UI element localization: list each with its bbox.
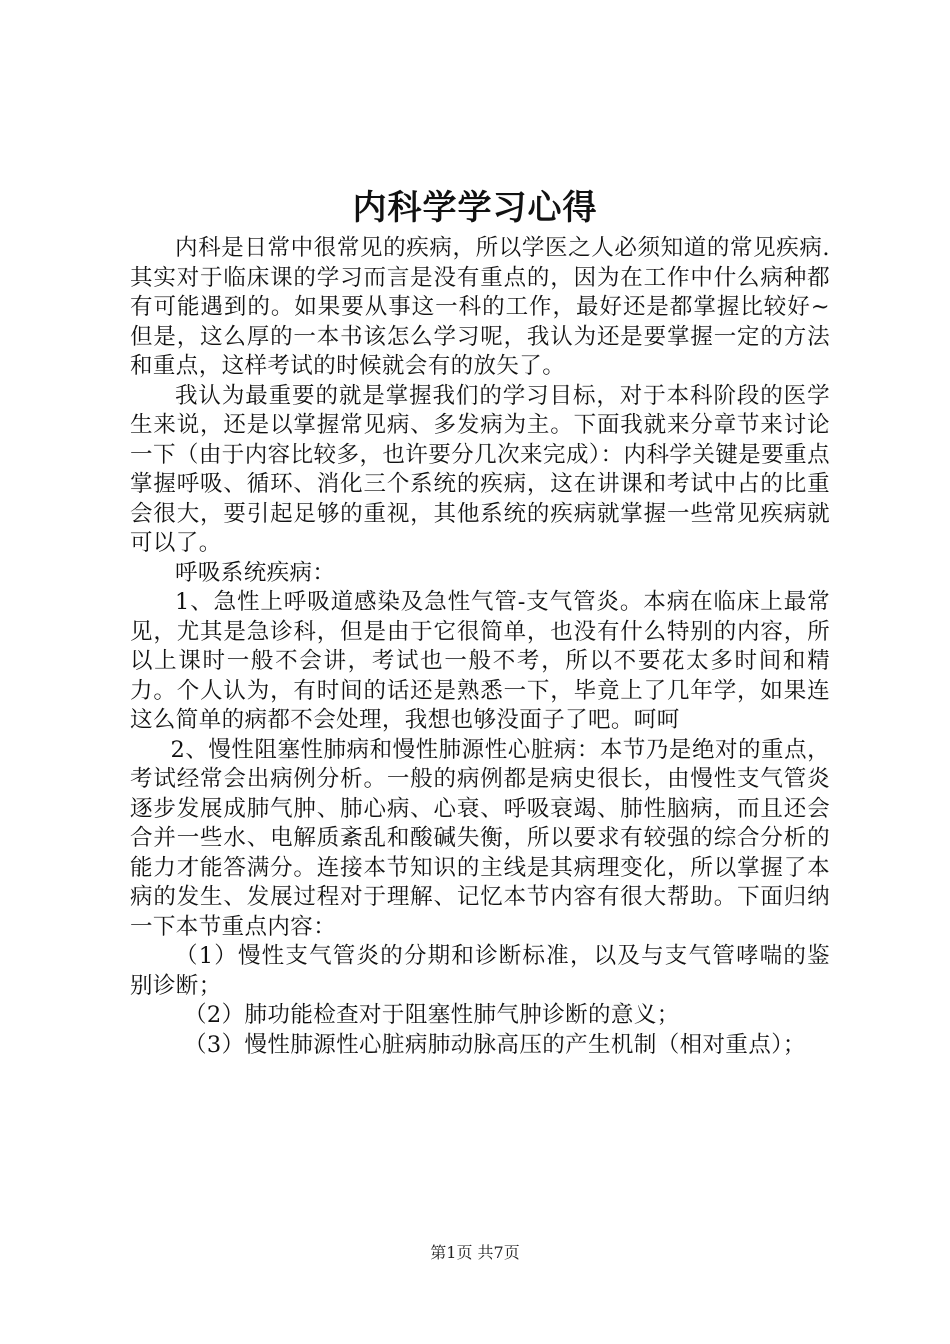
section-heading-respiratory: 呼吸系统疾病： [175,559,336,586]
page-number-footer: 第1页 共7页 [430,1243,520,1262]
list-item-key-point-3: （3）慢性肺源性心脏病肺动脉高压的产生机制（相对重点）； [184,1031,806,1058]
document-title: 内科学学习心得 [352,188,598,228]
list-item-key-point-1: （1）慢性支气管炎的分期和诊断标准，以及与支气管哮喘的鉴别诊断； [130,943,830,999]
paragraph-intro: 内科是日常中很常见的疾病，所以学医之人必须知道的常见疾病.其实对于临床课的学习而言是没有重点的，因为在工作中什么病种都有可能遇到的。如果要从事这一科的工作，最好还是都掌握比较好~但是，这么厚的一本书该怎么学习呢，我认为还是要掌握一定的方法和重点，这样考试的时候就会有的放矢了。 [130,235,830,379]
paragraph-item-2: 2、慢性阻塞性肺病和慢性肺源性心脏病：本节乃是绝对的重点，考试经常会出病例分析。一般的病例都是病史很长，由慢性支气管炎逐步发展成肺气肿、肺心病、心衰、呼吸衰竭、肺性脑病，而且还会合并一些水、电解质紊乱和酸碱失衡，所以要求有较强的综合分析的能力才能答满分。连接本节知识的主线是其病理变化，所以掌握了本病的发生、发展过程对于理解、记忆本节内容有很大帮助。下面归纳一下本节重点内容： [130,736,830,940]
paragraph-goals: 我认为最重要的就是掌握我们的学习目标，对于本科阶段的医学生来说，还是以掌握常见病、多发病为主。下面我就来分章节来讨论一下（由于内容比较多，也许要分几次来完成）：内科学关键是要重点掌握呼吸、循环、消化三个系统的疾病，这在讲课和考试中占的比重会很大，要引起足够的重视，其他系统的疾病就掌握一些常见疾病就可以了。 [130,382,830,556]
document-body [130,234,830,1060]
paragraph-item-1: 1、急性上呼吸道感染及急性气管-支气管炎。本病在临床上最常见，尤其是急诊科，但是由于它很简单，也没有什么特别的内容，所以上课时一般不会讲，考试也一般不考，所以不要花太多时间和精力。个人认为，有时间的话还是熟悉一下，毕竟上了几年学，如果连这么简单的病都不会处理，我想也够没面子了吧。呵呵 [130,589,830,733]
list-item-key-point-2: （2）肺功能检查对于阻塞性肺气肿诊断的意义； [184,1002,680,1028]
